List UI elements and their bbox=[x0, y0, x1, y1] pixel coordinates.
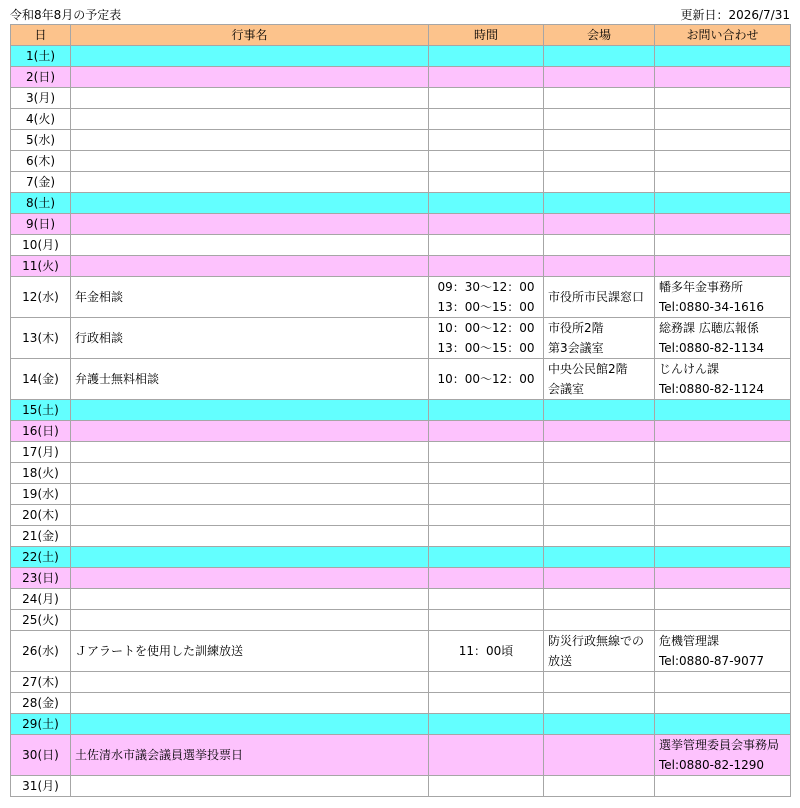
event-cell bbox=[71, 568, 429, 589]
table-row bbox=[11, 442, 791, 463]
day-cell: 15(土) bbox=[11, 400, 71, 421]
event-cell bbox=[71, 400, 429, 421]
contact-cell-line: 危機管理課 bbox=[659, 634, 720, 648]
table-row bbox=[11, 463, 791, 484]
contact-cell bbox=[655, 568, 791, 589]
venue-cell bbox=[544, 130, 655, 151]
table-row bbox=[11, 631, 791, 672]
event-cell bbox=[71, 693, 429, 714]
time-cell bbox=[429, 235, 544, 256]
table-row bbox=[11, 735, 791, 776]
contact-cell bbox=[655, 88, 791, 109]
day-cell: 21(金) bbox=[11, 526, 71, 547]
time-cell bbox=[429, 193, 544, 214]
time-cell bbox=[429, 277, 544, 318]
table-row bbox=[11, 88, 791, 109]
table-row bbox=[11, 610, 791, 631]
contact-cell bbox=[655, 151, 791, 172]
schedule-table bbox=[10, 24, 791, 797]
event-cell bbox=[71, 256, 429, 277]
venue-cell bbox=[544, 46, 655, 67]
day-cell: 18(火) bbox=[11, 463, 71, 484]
contact-cell bbox=[655, 214, 791, 235]
venue-cell-line: 防災行政無線での bbox=[548, 634, 645, 648]
day-cell: 19(水) bbox=[11, 484, 71, 505]
venue-cell bbox=[544, 421, 655, 442]
venue-cell bbox=[544, 568, 655, 589]
venue-cell bbox=[544, 67, 655, 88]
venue-cell bbox=[544, 235, 655, 256]
venue-cell bbox=[544, 526, 655, 547]
table-row bbox=[11, 484, 791, 505]
contact-cell-line: じんけん課 bbox=[659, 362, 720, 376]
contact-cell bbox=[655, 256, 791, 277]
header-contact: お問い合わせ bbox=[655, 25, 791, 46]
day-cell: 25(火) bbox=[11, 610, 71, 631]
time-cell-line: 13：00〜15：00 bbox=[437, 341, 535, 355]
time-cell bbox=[429, 610, 544, 631]
event-cell bbox=[71, 214, 429, 235]
contact-cell bbox=[655, 359, 791, 400]
contact-cell bbox=[655, 610, 791, 631]
venue-cell bbox=[544, 256, 655, 277]
table-row bbox=[11, 776, 791, 797]
time-cell bbox=[429, 505, 544, 526]
day-cell: 16(日) bbox=[11, 421, 71, 442]
event-cell bbox=[71, 88, 429, 109]
venue-cell bbox=[544, 277, 655, 318]
time-cell bbox=[429, 172, 544, 193]
venue-cell bbox=[544, 693, 655, 714]
day-cell: 23(日) bbox=[11, 568, 71, 589]
table-row bbox=[11, 109, 791, 130]
table-row bbox=[11, 693, 791, 714]
contact-cell bbox=[655, 631, 791, 672]
contact-cell-line: 選挙管理委員会事務局 bbox=[659, 738, 780, 752]
time-cell bbox=[429, 672, 544, 693]
schedule-body bbox=[11, 46, 791, 797]
contact-cell bbox=[655, 318, 791, 359]
table-row bbox=[11, 672, 791, 693]
day-cell: 24(月) bbox=[11, 589, 71, 610]
table-row bbox=[11, 46, 791, 67]
day-cell: 26(水) bbox=[11, 631, 71, 672]
contact-cell bbox=[655, 235, 791, 256]
day-cell: 22(土) bbox=[11, 547, 71, 568]
venue-cell bbox=[544, 193, 655, 214]
event-cell bbox=[71, 463, 429, 484]
day-cell: 1(土) bbox=[11, 46, 71, 67]
day-cell: 8(土) bbox=[11, 193, 71, 214]
event-cell bbox=[71, 151, 429, 172]
venue-cell bbox=[544, 214, 655, 235]
event-cell: 弁護士無料相談 bbox=[71, 359, 429, 400]
table-row bbox=[11, 547, 791, 568]
time-cell bbox=[429, 693, 544, 714]
event-cell bbox=[71, 421, 429, 442]
table-row bbox=[11, 421, 791, 442]
event-cell bbox=[71, 46, 429, 67]
event-cell bbox=[71, 672, 429, 693]
event-cell bbox=[71, 484, 429, 505]
contact-cell bbox=[655, 421, 791, 442]
time-cell-line: 09：30〜12：00 bbox=[437, 280, 535, 294]
table-row bbox=[11, 214, 791, 235]
contact-cell bbox=[655, 463, 791, 484]
day-cell: 6(木) bbox=[11, 151, 71, 172]
contact-cell bbox=[655, 130, 791, 151]
contact-cell bbox=[655, 193, 791, 214]
time-cell bbox=[429, 130, 544, 151]
table-row bbox=[11, 130, 791, 151]
header-time: 時間 bbox=[429, 25, 544, 46]
contact-cell-line: 総務課 広聴広報係 bbox=[659, 321, 759, 335]
time-cell-line: 13：00〜15：00 bbox=[437, 300, 535, 314]
event-cell bbox=[71, 109, 429, 130]
event-cell bbox=[71, 130, 429, 151]
table-row bbox=[11, 235, 791, 256]
day-cell: 28(金) bbox=[11, 693, 71, 714]
contact-cell bbox=[655, 277, 791, 318]
contact-cell bbox=[655, 484, 791, 505]
event-cell: Ｊアラートを使用した訓練放送 bbox=[71, 631, 429, 672]
contact-cell bbox=[655, 547, 791, 568]
contact-cell bbox=[655, 67, 791, 88]
venue-cell bbox=[544, 151, 655, 172]
venue-cell-line: 中央公民館2階 bbox=[548, 362, 628, 376]
venue-cell bbox=[544, 505, 655, 526]
table-row bbox=[11, 526, 791, 547]
time-cell bbox=[429, 714, 544, 735]
day-cell: 2(日) bbox=[11, 67, 71, 88]
table-row bbox=[11, 318, 791, 359]
event-cell bbox=[71, 526, 429, 547]
venue-cell bbox=[544, 172, 655, 193]
table-row bbox=[11, 568, 791, 589]
table-row bbox=[11, 172, 791, 193]
time-cell bbox=[429, 109, 544, 130]
day-cell: 30(日) bbox=[11, 735, 71, 776]
table-row bbox=[11, 505, 791, 526]
venue-cell bbox=[544, 776, 655, 797]
contact-cell bbox=[655, 400, 791, 421]
table-row bbox=[11, 256, 791, 277]
venue-cell bbox=[544, 610, 655, 631]
venue-cell-line: 市役所2階 bbox=[548, 321, 604, 335]
event-cell bbox=[71, 589, 429, 610]
day-cell: 4(火) bbox=[11, 109, 71, 130]
contact-cell-line: Tel:0880-82-1134 bbox=[659, 341, 765, 355]
day-cell: 12(水) bbox=[11, 277, 71, 318]
contact-cell-line: Tel:0880-82-1124 bbox=[659, 382, 765, 396]
time-cell bbox=[429, 735, 544, 776]
venue-cell bbox=[544, 714, 655, 735]
time-cell bbox=[429, 359, 544, 400]
venue-cell bbox=[544, 400, 655, 421]
venue-cell bbox=[544, 442, 655, 463]
table-row bbox=[11, 359, 791, 400]
day-cell: 31(月) bbox=[11, 776, 71, 797]
day-cell: 11(火) bbox=[11, 256, 71, 277]
venue-cell bbox=[544, 318, 655, 359]
contact-cell bbox=[655, 109, 791, 130]
venue-cell bbox=[544, 359, 655, 400]
contact-cell bbox=[655, 46, 791, 67]
time-cell bbox=[429, 547, 544, 568]
table-row bbox=[11, 151, 791, 172]
day-cell: 29(土) bbox=[11, 714, 71, 735]
event-cell bbox=[71, 193, 429, 214]
header-day: 日 bbox=[11, 25, 71, 46]
table-row bbox=[11, 277, 791, 318]
time-cell bbox=[429, 568, 544, 589]
venue-cell bbox=[544, 589, 655, 610]
time-cell bbox=[429, 318, 544, 359]
time-cell-line: 11：00頃 bbox=[458, 644, 514, 658]
event-cell bbox=[71, 442, 429, 463]
time-cell bbox=[429, 421, 544, 442]
time-cell bbox=[429, 46, 544, 67]
time-cell bbox=[429, 589, 544, 610]
time-cell bbox=[429, 484, 544, 505]
time-cell bbox=[429, 463, 544, 484]
day-cell: 27(木) bbox=[11, 672, 71, 693]
venue-cell bbox=[544, 631, 655, 672]
contact-cell bbox=[655, 172, 791, 193]
time-cell bbox=[429, 776, 544, 797]
table-row bbox=[11, 193, 791, 214]
day-cell: 10(月) bbox=[11, 235, 71, 256]
day-cell: 13(木) bbox=[11, 318, 71, 359]
event-cell bbox=[71, 610, 429, 631]
event-cell: 行政相談 bbox=[71, 318, 429, 359]
contact-cell bbox=[655, 505, 791, 526]
event-cell bbox=[71, 172, 429, 193]
header-bar bbox=[0, 0, 800, 24]
venue-cell bbox=[544, 484, 655, 505]
time-cell bbox=[429, 442, 544, 463]
day-cell: 5(水) bbox=[11, 130, 71, 151]
day-cell: 17(月) bbox=[11, 442, 71, 463]
contact-cell bbox=[655, 735, 791, 776]
event-cell: 年金相談 bbox=[71, 277, 429, 318]
contact-cell-line: Tel:0880-34-1616 bbox=[659, 300, 765, 314]
time-cell-line: 10：00〜12：00 bbox=[437, 372, 535, 386]
event-cell bbox=[71, 714, 429, 735]
contact-cell bbox=[655, 589, 791, 610]
table-row bbox=[11, 589, 791, 610]
time-cell bbox=[429, 256, 544, 277]
contact-cell bbox=[655, 526, 791, 547]
day-cell: 7(金) bbox=[11, 172, 71, 193]
time-cell-line: 10：00〜12：00 bbox=[437, 321, 535, 335]
venue-cell bbox=[544, 88, 655, 109]
contact-cell-line: Tel:0880-82-1290 bbox=[659, 758, 765, 772]
header-event: 行事名 bbox=[71, 25, 429, 46]
day-cell: 9(日) bbox=[11, 214, 71, 235]
contact-cell bbox=[655, 776, 791, 797]
contact-cell bbox=[655, 672, 791, 693]
venue-cell-line: 市役所市民課窓口 bbox=[548, 290, 645, 304]
page-title: 令和8年8月の予定表 bbox=[10, 8, 122, 22]
venue-cell bbox=[544, 463, 655, 484]
time-cell bbox=[429, 88, 544, 109]
contact-cell-line: Tel:0880-87-9077 bbox=[659, 654, 765, 668]
time-cell bbox=[429, 526, 544, 547]
venue-cell-line: 会議室 bbox=[548, 382, 585, 396]
venue-cell-line: 第3会議室 bbox=[548, 341, 604, 355]
event-cell bbox=[71, 67, 429, 88]
day-cell: 20(木) bbox=[11, 505, 71, 526]
day-cell: 14(金) bbox=[11, 359, 71, 400]
time-cell bbox=[429, 400, 544, 421]
header-row bbox=[11, 25, 791, 46]
venue-cell-line: 放送 bbox=[548, 654, 573, 668]
event-cell: 土佐清水市議会議員選挙投票日 bbox=[71, 735, 429, 776]
venue-cell bbox=[544, 735, 655, 776]
event-cell bbox=[71, 776, 429, 797]
table-row bbox=[11, 67, 791, 88]
table-row bbox=[11, 714, 791, 735]
day-cell: 3(月) bbox=[11, 88, 71, 109]
contact-cell bbox=[655, 693, 791, 714]
header-venue: 会場 bbox=[544, 25, 655, 46]
event-cell bbox=[71, 235, 429, 256]
contact-cell bbox=[655, 714, 791, 735]
time-cell bbox=[429, 214, 544, 235]
event-cell bbox=[71, 547, 429, 568]
contact-cell-line: 幡多年金事務所 bbox=[659, 280, 744, 294]
time-cell bbox=[429, 67, 544, 88]
venue-cell bbox=[544, 547, 655, 568]
table-row bbox=[11, 400, 791, 421]
venue-cell bbox=[544, 672, 655, 693]
contact-cell bbox=[655, 442, 791, 463]
time-cell bbox=[429, 631, 544, 672]
updated-date: 更新日：2026/7/31 bbox=[680, 8, 790, 22]
time-cell bbox=[429, 151, 544, 172]
event-cell bbox=[71, 505, 429, 526]
venue-cell bbox=[544, 109, 655, 130]
